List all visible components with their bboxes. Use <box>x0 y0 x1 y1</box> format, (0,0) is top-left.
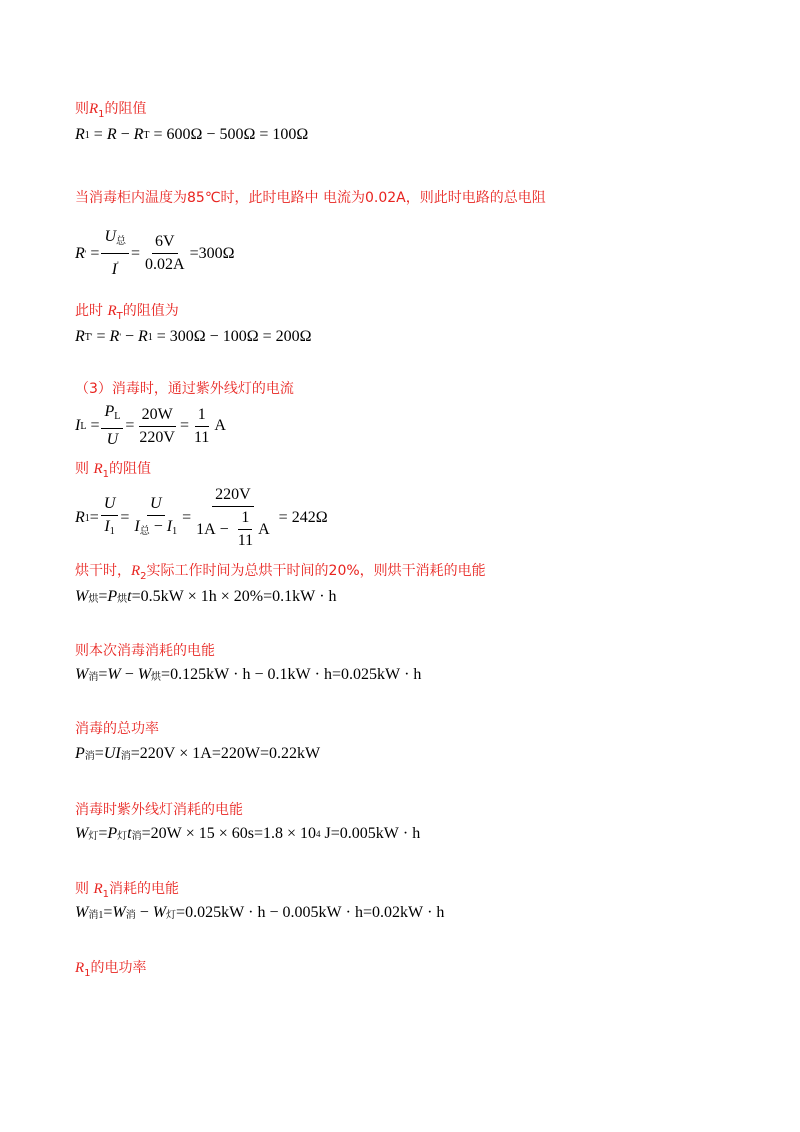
heading-r1-energy: 则 $R_1$消耗的电能 <box>75 881 179 900</box>
equation-lamp-energy: W 灯 = P 灯 t 消 =20W × 15 × 60s=1.8 × 10 4 J=0.005kW · h <box>75 825 421 842</box>
equation-disinfect-energy: W 消 = W − W 烘 =0.125kW · h − 0.1kW · h=0.025kW · h <box>75 666 422 683</box>
equation-lamp-current: I L = $\frac{P_L}{U}$ = $\frac{20W}{220V}$ = $\frac{1}{11}$ A <box>75 403 226 448</box>
heading-disinfect-energy: 则本次消毒消耗的电能 <box>75 643 215 659</box>
heading-drying-energy: 烘干时，$R_2$实际工作时间为总烘干时间的20%，则烘干消耗的电能 <box>75 563 486 582</box>
equation-total-resistance: R ' = $\frac{U_总}{I'}$ = $\frac{6V}{0.02A}$ =300Ω <box>75 228 235 278</box>
heading-r1-resistance: 则$R_1$的阻值 <box>75 101 147 120</box>
equation-rt: R T ' = R ' − R 1 = 300Ω − 100Ω = 200Ω <box>75 328 312 345</box>
equation-r1-energy: W 消1 = W 消 − W 灯 =0.025kW · h − 0.005kW · h=0.02kW · h <box>75 904 445 921</box>
equation-drying-energy: W 烘 = P 烘 t =0.5kW × 1h × 20%=0.1kW · h <box>75 588 337 605</box>
equation-r1-2: R 1 = $\frac{U}{I_1}$ = $\frac{U}{I_总 - I_1}$ = 220V 1A − $\frac{1}{11}$ A = 242Ω <box>75 486 328 549</box>
heading-uv-lamp-current: （3）消毒时，通过紫外线灯的电流 <box>75 381 294 397</box>
heading-r1-power: $R_1$的电功率 <box>75 960 147 979</box>
equation-total-power: P 消 = UI 消 =220V × 1A=220W=0.22kW <box>75 745 321 762</box>
heading-rt-resistance: 此时 $R_T$的阻值为 <box>75 303 179 322</box>
equation-r1: R 1 = R − R T = 600Ω − 500Ω = 100Ω <box>75 126 309 143</box>
heading-r1-resistance-2: 则 $R_1$的阻值 <box>75 461 151 480</box>
heading-lamp-energy: 消毒时紫外线灯消耗的电能 <box>75 802 243 818</box>
heading-total-power: 消毒的总功率 <box>75 721 159 737</box>
heading-total-resistance: 当消毒柜内温度为85℃时，此时电路中 电流为0.02A，则此时电路的总电阻 <box>75 190 546 206</box>
